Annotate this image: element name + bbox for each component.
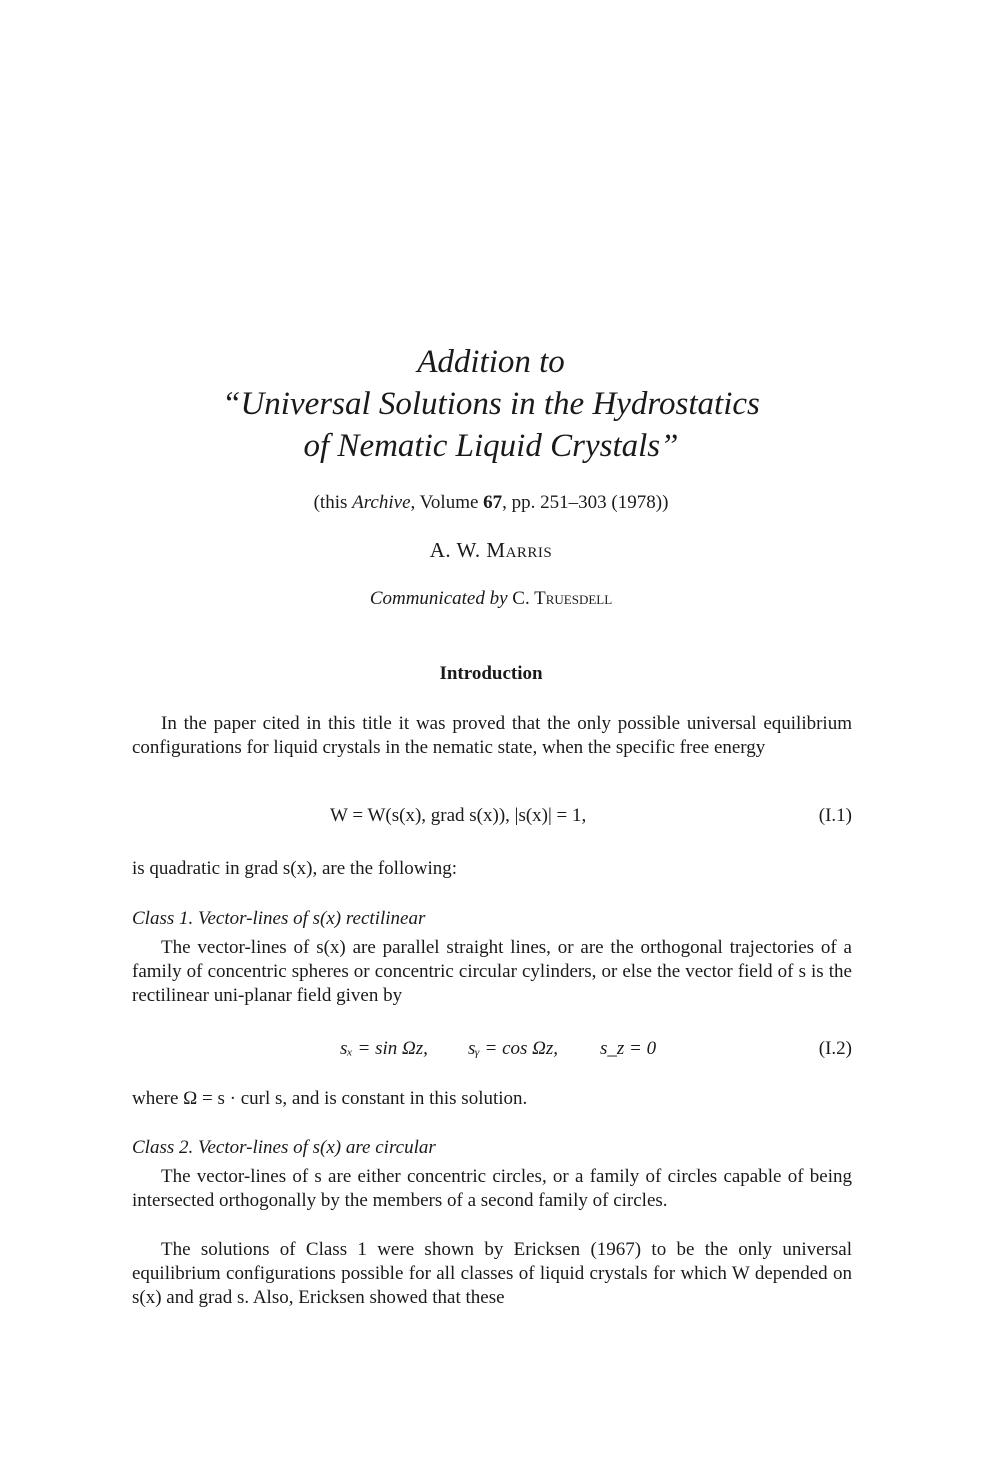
equation-I2-part3: s_z = 0	[600, 1038, 657, 1059]
citation-mid: , Volume	[410, 492, 484, 513]
paragraph-quadratic: is quadratic in grad s(x), are the following:	[132, 858, 458, 879]
communicator-name: C. Truesdell	[512, 588, 613, 609]
communicated-by	[0, 588, 982, 610]
equation-I1-number: (I.1)	[818, 805, 852, 826]
title-line-2: “Universal Solutions in the Hydrostatics	[222, 386, 760, 422]
section-heading: Introduction	[439, 663, 543, 684]
class2-text: The vector-lines of s are either concentric circles, or a family of circles capable of being intersected orthogonally by the members of a second family of circles.	[132, 1166, 852, 1211]
equation-I2-number: (I.2)	[818, 1038, 852, 1059]
title-line-3: of Nematic Liquid Crystals”	[303, 428, 679, 464]
class1-title: Class 1. Vector-lines of s(x) rectilinear	[132, 908, 426, 929]
paragraph-ericksen: The solutions of Class 1 were shown by Ericksen (1967) to be the only universal equilibrium configurations possible for all classes of liquid crystals for which W depended on s(x) and grad s. Also, Ericksen showed that these	[132, 1239, 852, 1308]
citation-pre: (this	[313, 492, 353, 513]
title-line-1: Addition to	[417, 344, 565, 380]
citation-journal: Archive	[352, 492, 411, 513]
citation-post: , pp. 251–303 (1978))	[502, 492, 669, 513]
paragraph-omega: where Ω = s · curl s, and is constant in this solution.	[132, 1088, 528, 1109]
class2-title: Class 2. Vector-lines of s(x) are circular	[132, 1137, 436, 1158]
citation-volume: 67	[483, 492, 503, 513]
author: A. W. Marris	[429, 538, 553, 562]
equation-I2-part2: sᵧ = cos Ωz,	[468, 1038, 559, 1059]
class1-text: The vector-lines of s(x) are parallel straight lines, or are the orthogonal trajectories of a family of concentric spheres or concentric circular cylinders, or else the vector field of s is the rectilinear uni-planar field given by	[132, 937, 852, 1006]
paragraph-intro: In the paper cited in this title it was proved that the only possible universal equilibrium configurations for liquid crystals in the nematic state, when the specific free energy	[132, 713, 852, 758]
communicated-label: Communicated by	[369, 588, 508, 609]
equation-I2-part1: sₓ = sin Ωz,	[340, 1038, 428, 1059]
citation	[0, 492, 982, 514]
equation-I1: W = W(s(x), grad s(x)), |s(x)| = 1,	[330, 805, 587, 826]
